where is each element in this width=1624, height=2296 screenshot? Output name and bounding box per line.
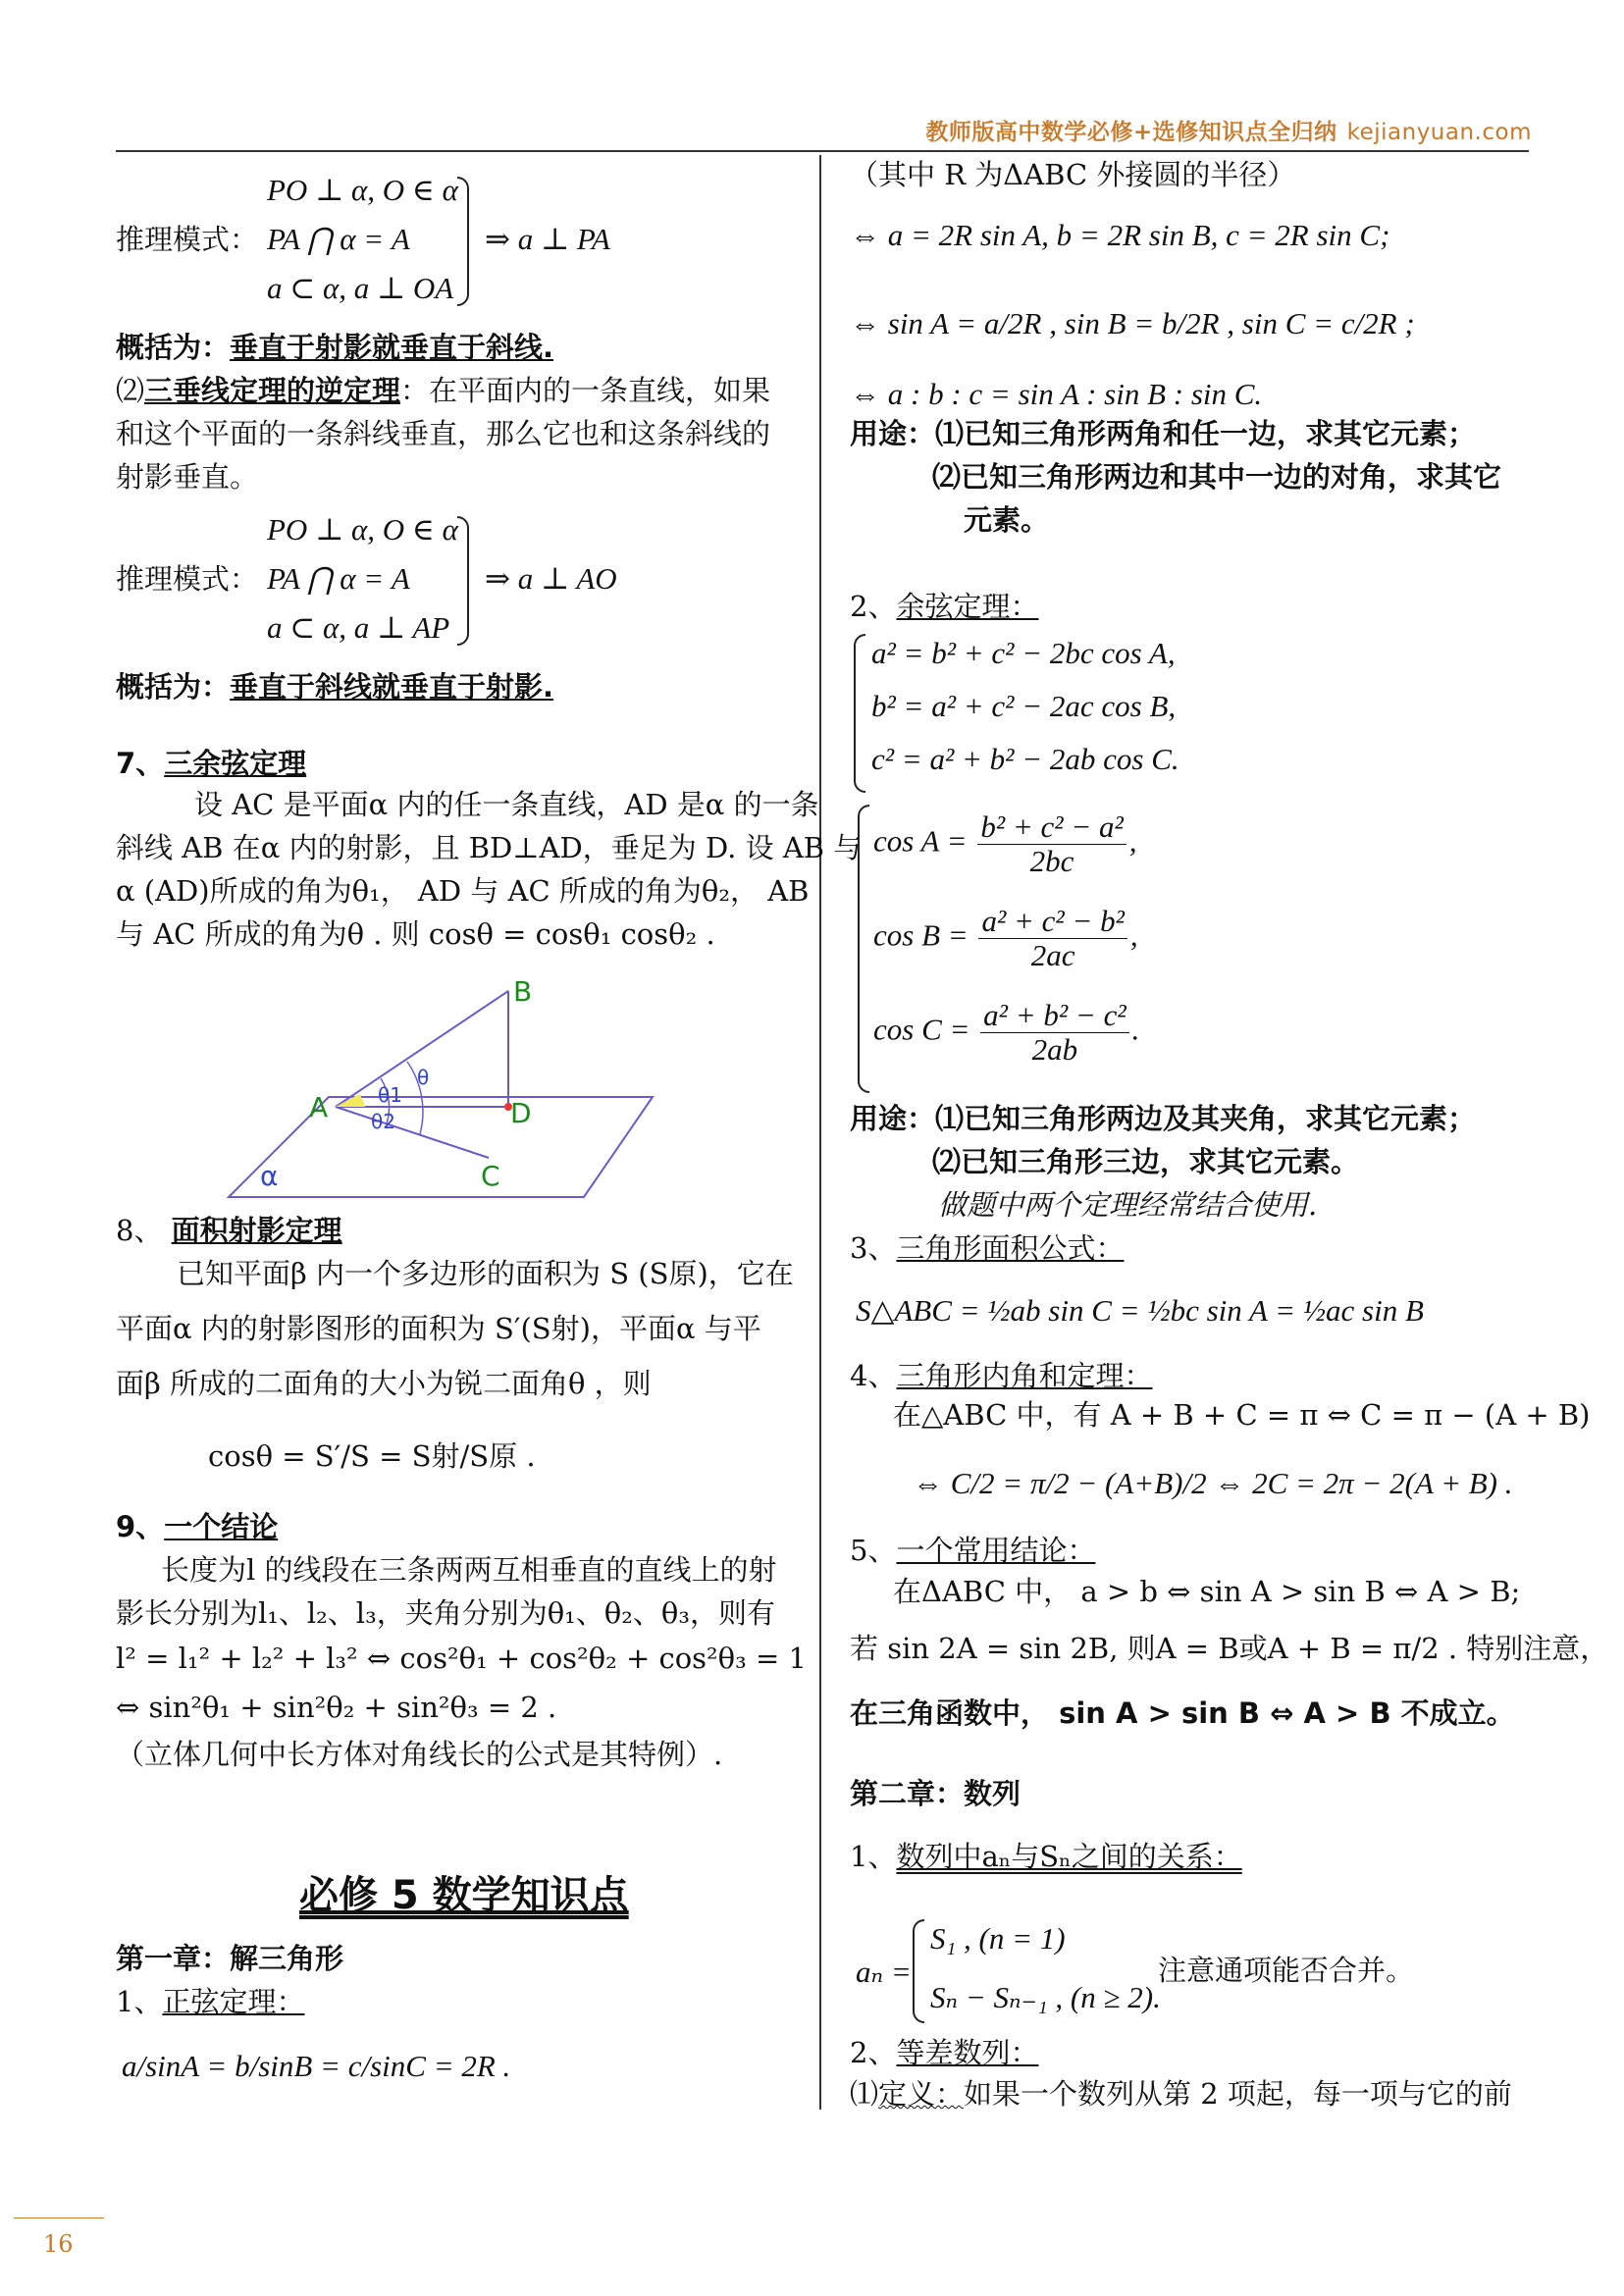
label-A: A (309, 1091, 329, 1123)
infer2-line1: PO ⊥ α, O ∈ α (267, 512, 458, 547)
header-rule (116, 150, 1529, 152)
cos-b: b² = a² + c² − 2ac cos B, (871, 689, 1177, 723)
use2-line2: ⑵已知三角形三边，求其它元素。 (932, 1145, 1360, 1178)
seq-note: 注意通项能否合并。 (1158, 1954, 1415, 1987)
cos-brace1 (854, 634, 865, 793)
infer2-label: 推理模式： (116, 562, 259, 596)
cos-c: c² = a² + b² − 2ab cos C. (871, 742, 1179, 776)
label-B: B (513, 975, 533, 1008)
s7-line1: 设 AC 是平面α 内的任一条直线，AD 是α 的一条 (194, 788, 819, 821)
infer2-line2: PA ⋂ α = A (267, 561, 410, 596)
use1-line3: 元素。 (964, 503, 1050, 537)
chapter2-heading: 第二章：数列 (850, 1777, 1022, 1810)
conclusion-line3: 在三角函数中， sin A > sin B ⇔ A > B 不成立。 (850, 1696, 1515, 1730)
s7-line3: α (AD)所成的角为θ₁， AD 与 AC 所成的角为θ₂， AB (116, 874, 810, 908)
header-site: kejianyuan.com (1346, 120, 1532, 145)
cos-brace2 (858, 805, 869, 1093)
r-eq3: ⇔ a : b : c = sin A : sin B : sin C. (850, 377, 1263, 411)
infer1-line1: PO ⊥ α, O ∈ α (267, 173, 458, 207)
label-C: C (481, 1160, 500, 1192)
summary2: 概括为：垂直于斜线就垂直于射影. (116, 670, 554, 704)
conclusion-line1: 在ΔABC 中， a > b ⇔ sin A > sin B ⇔ A > B; (893, 1575, 1521, 1608)
s9-line3: l² = l₁² + l₂² + l₃² ⇔ cos²θ₁ + cos²θ₂ + cos²θ₃ = 1 (116, 1642, 807, 1675)
seq-case1: S₁ , (n = 1) (930, 1921, 1066, 1956)
infer1-result: ⇒ a ⊥ PA (485, 222, 610, 256)
r-eq1: ⇔ a = 2R sin A, b = 2R sin B, c = 2R sin C; (850, 218, 1390, 252)
s8-heading: 8、 面积射影定理 (116, 1214, 342, 1247)
area-formula: S△ABC = ½ab sin C = ½bc sin A = ½ac sin B (856, 1293, 1424, 1328)
use1-line1: 用途：⑴已知三角形两角和任一边，求其它元素； (850, 417, 1477, 450)
s7-heading: 7、三余弦定理 (116, 747, 307, 780)
infer1-line3: a ⊂ α, a ⊥ OA (267, 271, 454, 305)
r-note: （其中 R 为ΔABC 外接圆的半径） (850, 158, 1296, 191)
cosA-formula: cos A = $\frac{\text{b² + c² − a²}}{2bc}$ , (873, 809, 1137, 878)
line-AC (336, 1107, 489, 1158)
cos-heading: 2、余弦定理： (850, 590, 1039, 623)
area-heading: 3、三角形面积公式： (850, 1231, 1125, 1265)
infer1-line2: PA ⋂ α = A (267, 222, 410, 256)
infer2-result: ⇒ a ⊥ AO (485, 561, 617, 596)
page-number: 16 (43, 2230, 74, 2258)
conclusion-line2: 若 sin 2A = sin 2B, 则A = B或A + B = π/2 . 特别注意， (850, 1632, 1609, 1665)
inverse-line1: ⑵三垂线定理的逆定理：在平面内的一条直线，如果 (116, 374, 771, 407)
infer2-line3: a ⊂ α, a ⊥ AP (267, 610, 450, 645)
label-theta2: θ2 (371, 1110, 395, 1133)
line-AB (336, 991, 508, 1107)
infer1-brace (457, 177, 469, 306)
sine-heading: 1、正弦定理： (116, 1985, 305, 2018)
angle-line2: ⇔ C/2 = π/2 − (A+B)/2 ⇔ 2C = 2π − 2(A + B) . (913, 1466, 1513, 1500)
three-cosine-figure (216, 971, 667, 1207)
label-theta1: θ1 (378, 1083, 402, 1107)
seq-heading: 1、数列中aₙ与Sₙ之间的关系： (850, 1840, 1242, 1873)
use2-line1: 用途：⑴已知三角形两边及其夹角，求其它元素； (850, 1102, 1477, 1135)
angle-line1: 在△ABC 中，有 A + B + C = π ⇔ C = π − (A + B) (893, 1398, 1591, 1432)
s7-line4: 与 AC 所成的角为θ . 则 cosθ = cosθ₁ cosθ₂ . (116, 917, 715, 951)
conclusion-heading: 5、一个常用结论： (850, 1534, 1096, 1567)
r-eq2: ⇔ sin A = a/2R , sin B = b/2R , sin C = c/2R ; (850, 306, 1415, 340)
inverse-line3: 射影垂直。 (116, 460, 259, 494)
plane-alpha (229, 1097, 653, 1197)
s9-line1: 长度为l 的线段在三条两两互相垂直的直线上的射 (161, 1553, 777, 1587)
infer1-label: 推理模式： (116, 223, 259, 256)
s8-line3: 面β 所成的二面角的大小为锐二面角θ ，则 (116, 1367, 652, 1400)
label-alpha: α (260, 1160, 279, 1192)
label-theta: θ (417, 1066, 430, 1089)
seq-brace (913, 1919, 924, 2023)
column-divider (819, 155, 821, 2110)
chapter-big-title: 必修 5 数学知识点 (299, 1873, 629, 1918)
header-title: 教师版高中数学必修+选修知识点全归纳 (925, 120, 1337, 145)
inverse-line2: 和这个平面的一条斜线垂直，那么它也和这条斜线的 (116, 417, 771, 450)
s8-line2: 平面α 内的射影图形的面积为 S′(S射)，平面α 与平 (116, 1312, 761, 1345)
s8-line1: 已知平面β 内一个多边形的面积为 S (S原)，它在 (177, 1257, 794, 1290)
s9-line2: 影长分别为l₁、l₂、l₃，夹角分别为θ₁、θ₂、θ₃，则有 (116, 1596, 775, 1630)
label-D: D (510, 1097, 532, 1129)
cos-a: a² = b² + c² − 2bc cos A, (871, 636, 1176, 670)
s9-line4: ⇔ sin²θ₁ + sin²θ₂ + sin²θ₃ = 2 . (116, 1691, 557, 1724)
chapter1-heading: 第一章：解三角形 (116, 1942, 344, 1975)
seq-case2: Sₙ − Sₙ₋₁ , (n ≥ 2). (930, 1980, 1161, 2014)
sine-formula: a/sinA = b/sinB = c/sinC = 2R . (122, 2049, 511, 2083)
s7-line2: 斜线 AB 在α 内的射影，且 BD⊥AD，垂足为 D. 设 AB 与 (116, 831, 863, 864)
use1-line2: ⑵已知三角形两边和其中一边的对角，求其它 (932, 460, 1502, 494)
page-header (925, 114, 1532, 146)
s8-formula: cosθ = S′/S = S射/S原 . (208, 1439, 536, 1473)
cosC-formula: cos C = $\frac{\text{a² + b² − c²}}{2ab}$ . (873, 998, 1140, 1067)
arith-heading: 2、等差数列： (850, 2036, 1039, 2069)
inverse-title: 三垂线定理的逆定理 (144, 374, 401, 407)
summary1: 概括为：垂直于射影就垂直于斜线. (116, 331, 554, 364)
infer2-brace (457, 516, 469, 646)
seq-lhs: aₙ = (856, 1955, 912, 1989)
s9-heading: 9、一个结论 (116, 1510, 279, 1543)
angle-heading: 4、三角形内角和定理： (850, 1359, 1153, 1392)
use2-line3: 做题中两个定理经常结合使用. (938, 1188, 1318, 1222)
s9-line5: （立体几何中长方体对角线长的公式是其特例）. (116, 1738, 723, 1771)
definition-line: ⑴定义：如果一个数列从第 2 项起，每一项与它的前 (850, 2077, 1512, 2111)
cosB-formula: cos B = $\frac{\text{a² + c² − b²}}{2ac}$ , (873, 904, 1138, 972)
